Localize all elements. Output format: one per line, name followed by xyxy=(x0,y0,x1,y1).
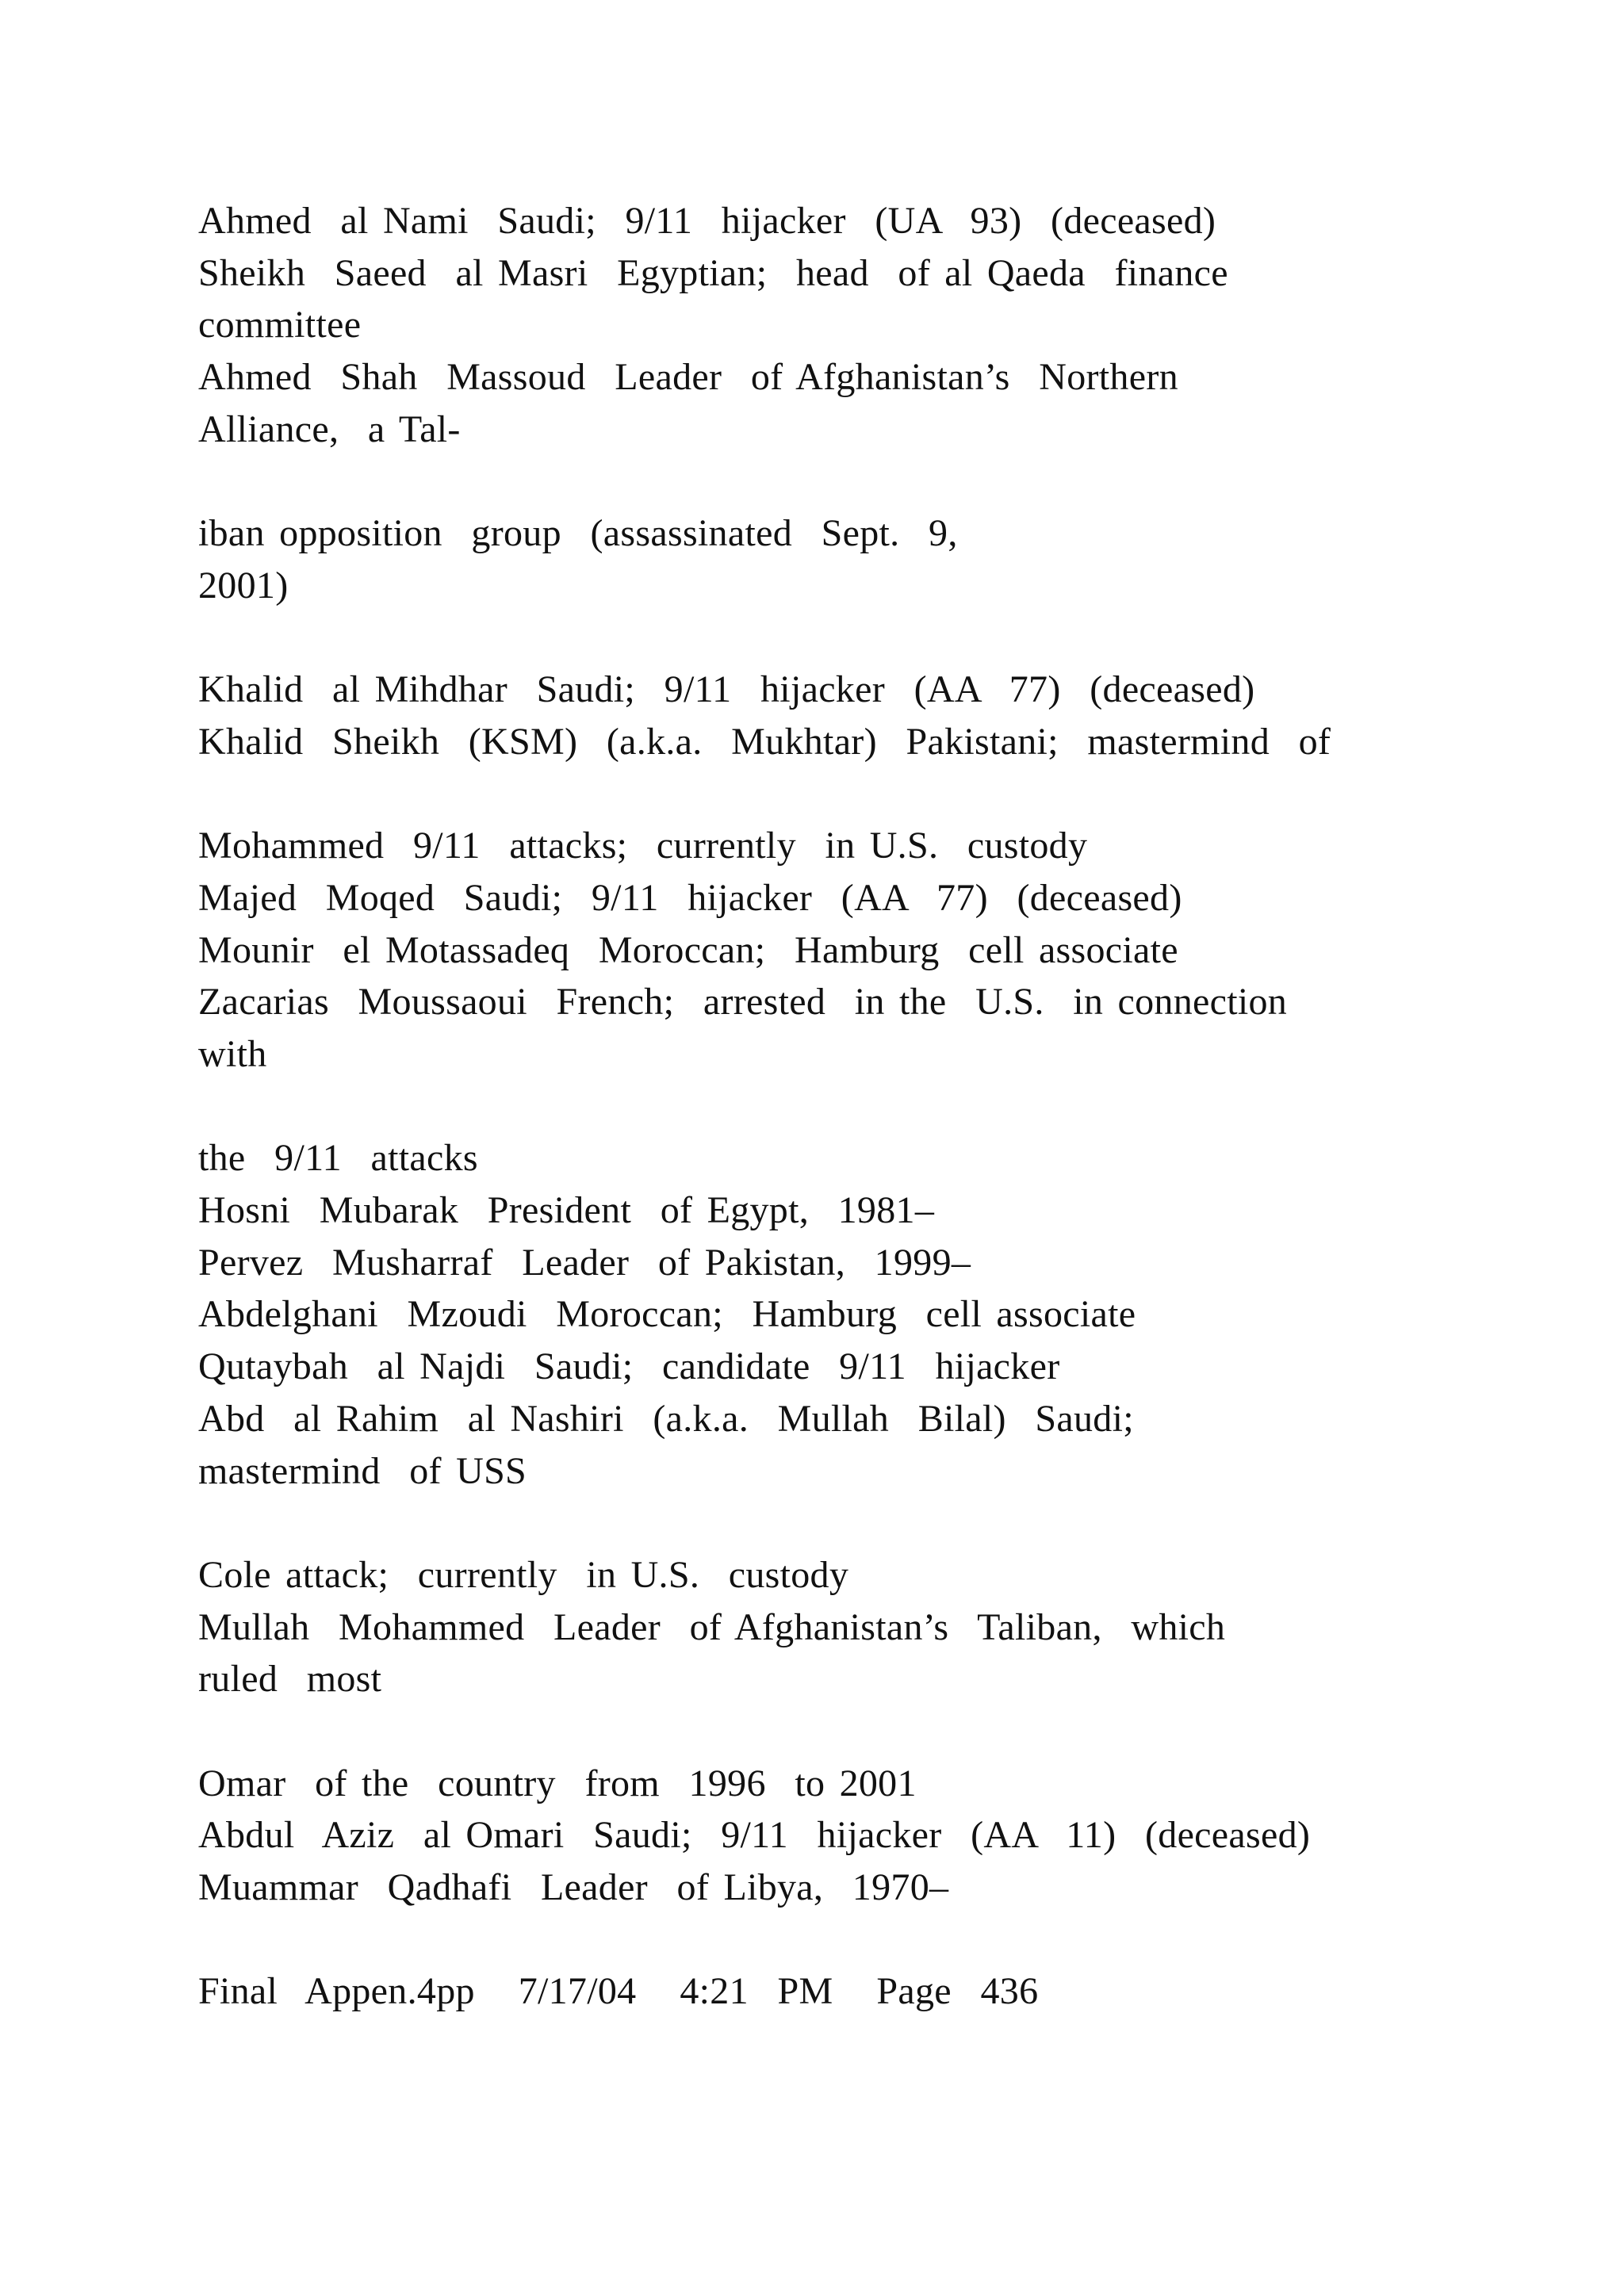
text-line: Khalid al Mihdhar Saudi; 9/11 hijacker (AA 77) (deceased) xyxy=(198,668,1255,711)
text-line: Zacarias Moussaoui French; arrested in the U.S. in connection xyxy=(198,981,1288,1024)
text-line: 2001) xyxy=(198,564,289,607)
text-line: Omar of the country from 1996 to 2001 xyxy=(198,1762,917,1804)
blank-line xyxy=(198,612,1546,664)
blank-line xyxy=(198,768,1546,821)
text-line: Ahmed al Nami Saudi; 9/11 hijacker (UA 93) (deceased) xyxy=(198,200,1216,242)
text-line: committee xyxy=(198,304,362,346)
blank-line xyxy=(198,1914,1546,1966)
text-line: Abdelghani Mzoudi Moroccan; Hamburg cell associate xyxy=(198,1293,1136,1336)
text-line: ruled most xyxy=(198,1658,382,1701)
text-line: with xyxy=(198,1033,267,1075)
text-line: Muammar Qadhafi Leader of Libya, 1970– xyxy=(198,1866,949,1908)
text-line: Khalid Sheikh (KSM) (a.k.a. Mukhtar) Pakistani; mastermind of xyxy=(198,720,1331,763)
text-line: Ahmed Shah Massoud Leader of Afghanistan’s Northern xyxy=(198,356,1178,399)
text-line: Mounir el Motassadeq Moroccan; Hamburg cell associate xyxy=(198,928,1178,971)
text-line: Abdul Aziz al Omari Saudi; 9/11 hijacker (AA 11) (deceased) xyxy=(198,1814,1311,1857)
page-footer: Final Appen.4pp 7/17/04 4:21 PM Page 436 xyxy=(198,1970,1039,2013)
text-line: Mullah Mohammed Leader of Afghanistan’s Taliban, which xyxy=(198,1605,1226,1648)
blank-line xyxy=(198,1081,1546,1133)
text-line: Abd al Rahim al Nashiri (a.k.a. Mullah Bilal) Saudi; xyxy=(198,1397,1134,1440)
text-line: Pervez Musharraf Leader of Pakistan, 1999– xyxy=(198,1241,971,1284)
text-line: Alliance, a Tal- xyxy=(198,408,461,450)
blank-line xyxy=(198,1705,1546,1758)
text-line: Sheikh Saeed al Masri Egyptian; head of al Qaeda finance xyxy=(198,251,1228,294)
blank-line xyxy=(198,455,1546,507)
text-line: Majed Moqed Saudi; 9/11 hijacker (AA 77) (deceased) xyxy=(198,876,1182,919)
text-line: Cole attack; currently in U.S. custody xyxy=(198,1553,849,1596)
text-line: mastermind of USS xyxy=(198,1449,527,1492)
blank-line xyxy=(198,1497,1546,1549)
text-line: Mohammed 9/11 attacks; currently in U.S. custody xyxy=(198,825,1088,867)
text-line: Hosni Mubarak President of Egypt, 1981– xyxy=(198,1189,935,1232)
body-text xyxy=(198,195,1546,2018)
text-line: Qutaybah al Najdi Saudi; candidate 9/11 hijacker xyxy=(198,1345,1060,1388)
text-line: the 9/11 attacks xyxy=(198,1137,478,1180)
text-line: iban opposition group (assassinated Sept. 9, xyxy=(198,512,958,555)
